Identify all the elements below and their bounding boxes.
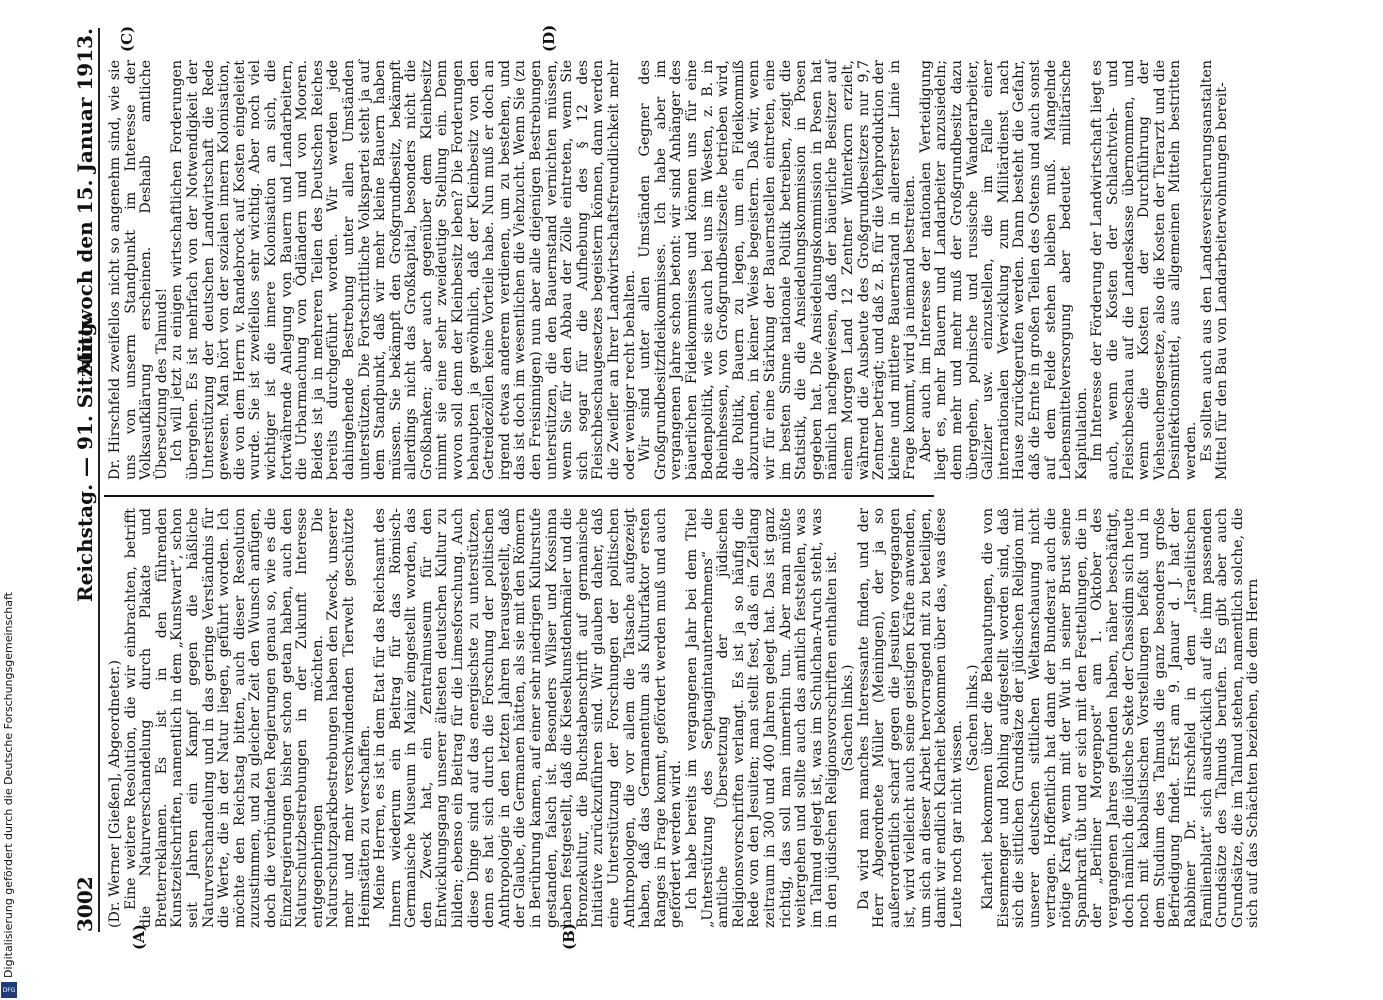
dfg-logo-icon: DFG	[1, 982, 17, 998]
page-header	[72, 28, 100, 932]
margin-marker-c: (C)	[118, 25, 136, 52]
paragraph: Ich habe bereits im vergangenen Jahr bei dem Titel „Unterstützung des Septuagintaunternehmens“ die amtliche Übersetzung der jüdischen Religionsvorschriften verlangt. Es ist ja so häufig die Rede von den Jesuiten; man stellt fest, daß ein Zeitlang zeitraum in 300 und 400 Jahren gelegt hat. Das ist ganz richtig, das soll man immerhin tun. Aber man müßte weitergehen und sollte auch das amtlich feststellen, was im Talmud gelegt ist, was im Schulchan-Aruch steht, was in den jüdischen Religionsvorschriften enthalten ist.	[683, 508, 841, 928]
interjection: (Sachen links.)	[964, 664, 981, 772]
paragraph: Ich will jetzt zu einigen wirtschaftlichen Forderungen übergehen. Es ist mehrfach von der Notwendigkeit der Unterstützung der deutschen Landwirtschaft die Rede gewesen. Man hört von der sozialen innern Kolonisation, die von dem Herrn v. Randebrock auf Kosten eingeleitet wurde. Sie ist zweifellos sehr wichtig. Aber noch viel wichtiger ist die innere Kolonisation an sich, die fortwährende Anlegung von Bauern und Landarbeitern, die Urbarmachung von Ödländern und von Mooren. Beides ist ja in mehreren Teilen des Deutschen Reiches bereits durchgeführt worden. Wir werden jede dahingehende Bestrebung unter allen Umständen unterstützen. Die Fortschrittliche Volkspartei steht ja auf dem Standpunkt, daß wir mehr kleine Bauern haben müssen. Sie bekämpft den Großgrundbesitz, bekämpft allerdings nicht das Großkapital, besonders nicht die Großbanken; aber auch gegenüber dem Kleinbesitz nimmt sie eine sehr zweideutige Stellung ein. Denn wovon soll denn der Kleinbesitz leben? Die Forderungen behaupten ja gewöhnlich, daß der Kleinbesitz von den Getreidezöllen keine Vorteile habe. Nun muß er doch an irgend etwas anderem verdienen, um zu bestehen, und das ist doch im wesentlichen die Viehzucht. Wenn Sie (zu den Freisinnigen) nun aber alle diejenigen Bestrebungen unterstützen, die den Bauernstand vernichten müssen, wenn Sie für den Abbau der Zölle eintreten, wenn Sie sich sogar für die Aufhebung des § 12 des Fleischbeschaugesetzes begeistern können, dann werden die Zweifler an Ihrer Landwirtschaftsfreundlichkeit mehr oder weniger recht behalten.	[169, 60, 638, 480]
page-number: 3002	[73, 876, 97, 932]
margin-marker-a: (A)	[130, 924, 148, 950]
paragraph: Aber auch im Interesse der nationalen Verteidigung liegt es, mehr Bauern und Landarbeiter anzusiedeln; denn mehr und mehr muß der Großgrundbesitz dazu übergehen, polnische und russische Wanderarbeiter, Galizier usw. einzustellen, die im Falle einer internationalen Verwicklung zum Militärdienst nach Hause zurückgerufen werden. Dann besteht die Gefahr, daß die Ernte in großen Teilen des Ostens und auch sonst auf dem Felde stehen bleiben muß. Mangelnde Lebensmittelversorgung aber bedeutet militärische Kapitulation.	[917, 60, 1090, 480]
paragraph: Klarheit bekommen über die Behauptungen, die von Eisenmenger und Rohling aufgestellt worden sind, daß sich die sittlichen Grundsätze der jüdischen Religion mit unserer deutschen sittlichen Weltanschauung nicht vertragen. Hoffentlich hat dann der Bundesrat auch die nötige Kraft, wenn mit der Wut in seiner Brust seine Spannkraft übt und er sich mit den Festtellungen, die in der „Berliner Morgenpost“ am 1. Oktober des vergangenen Jahres gefunden haben, näher beschäftigt, doch nämlich die jüdische Sekte der Chassidim sich heute noch mit kabbalistischen Vorstellungen befaßt und in dem Studium des Talmuds die ganz besonders große Befriedigung findet. Erst am 9. Januar d. J. hat der Rabbiner Dr. Hirschfeld in dem „Israelitischen Familienblatt“ sich ausdrücklich auf die ihm passenden Grundsätze des Talmuds berufen. Es gibt aber auch Grundsätze, die im Talmud stehen, namentlich solche, die sich auf das Schächten beziehen, die dem Herrn	[980, 508, 1262, 928]
interjection: (Sachen links.)	[839, 664, 856, 772]
paragraph: Im Interesse der Förderung der Landwirtschaft liegt es auch, wenn die Kosten der Schlachtvieh- und Fleischbeschau auf die Landeskasse übernommen, und wenn die Kosten der Durchführung der Viehseuchengesetze, also die Kosten der Tierarzt und die Desinfektionsmittel, aus allgemeinen Mitteln bestritten werden.	[1089, 60, 1199, 480]
column-divider	[104, 495, 934, 497]
session-date: Mittwoch den 15. Januar 1913.	[73, 28, 97, 376]
paragraph: Es sollten auch aus den Landesversicherungsanstalten Mittel für den Bau von Landarbeiterwohnungen bereit-	[1198, 60, 1231, 480]
paragraph: Wir sind unter allen Umständen Gegner des Großgrundbesitzfideikommisses. Ich habe aber im vergangenen Jahre schon betont: wir sind Anhänger des bäuerlichen Fideikommisses und können uns für eine Bodenpolitik, wie sie auch bei uns im Westen, z. B. in Rheinhessen, von Großgrundbesitzseite betrieben wird, die Politik, Bauern zu legen, um ein Fideikommiß abzurunden, in keiner Weise begeistern. Daß wir, wenn wir für eine Stärkung der Bauernstellen eintreten, eine im besten Sinne nationale Politik betreiben, zeigt die Statistik, die die Ansiedelungskommission in Posen gegeben hat. Die Ansiedelungskommission in Posen hat nämlich nachgewiesen, daß der bäuerliche Besitzer auf einem Morgen Land 12 Zentner Winterkorn erzielt, während die Ausbeute des Großgrundbesitzers nur 9,7 Zentner beträgt; und daß z. B. für die Viehproduktion der kleine und mittlere Bauernstand in allererster Linie in Frage kommt, wird ja niemand bestreiten.	[637, 60, 919, 480]
right-column	[108, 60, 1231, 480]
margin-marker-d: (D)	[540, 24, 558, 52]
margin-marker-b: (B)	[560, 923, 578, 950]
funding-credit: Digitalisierung gefördert durch die Deutsche Forschungsgemeinschaft	[2, 592, 15, 978]
digitization-sidebar	[0, 0, 20, 1000]
session-title: Reichstag. — 91. Sitzung.	[73, 315, 97, 602]
left-column	[108, 508, 1262, 928]
speaker-line: (Dr. Werner [Gießen], Abgeordneter.)	[107, 659, 123, 928]
paragraph: Meine Herren, es ist in dem Etat für das Reichsamt des Innern wiederum ein Beitrag für das Römisch-Germanische Museum in Mainz eingestellt worden, das den Zweck hat, ein Zentralmuseum für den Entwicklungsgang unserer ältesten deutschen Kultur zu bilden; ebenso ein Beitrag für die Limesforschung. Auch diese Dinge sind auf das energischste zu unterstützen, denn es hat sich durch die Forschung der politischen Anthropologie in den letzten Jahren herausgestellt, daß der Glaube, die Germanen hätten, als sie mit den Römern in Berührung kamen, auf einer sehr niedrigen Kulturstufe gestanden, falsch ist. Besonders Wilser und Kossinna haben festgestellt, daß die Kieselkunstdenkmäler und die Bronzekultur, die Buchstabenschrift auf germanische Initiative zurückzuführen sind. Wir glauben daher, daß eine Unterstützung der Forschungen der politischen Anthropologen, die vor allem die Tatsache aufgezeigt haben, daß das Germanentum als Kulturfaktor ersten Ranges in Frage kommt, gefördert werden muß und auch gefördert werden wird.	[372, 508, 685, 928]
paragraph: Eine weitere Resolution, die wir einbrachten, betrifft die Naturverschandelung durch Plakate und Bretterreklamen. Es ist in den führenden Kunstzeitschriften, namentlich in dem „Kunstwart“, schon seit Jahren ein Kampf gegen die häßliche Naturverschandelung und in das geringe Verständnis für die Werte, die in der Natur liegen, geführt worden. Ich möchte den Reichstag bitten, auch dieser Resolution zuzustimmen, und zu gleicher Zeit den Wunsch anfügen, doch die verbündeten Regierungen genau so, wie es die Einzelregierungen bisher schon getan haben, auch den Naturschutzbestrebungen in der Zukunft Interesse entgegenbringen möchten. Die Naturschutzparkbestrebungen haben den Zweck, unserer mehr und mehr verschwindenden Tierwelt geschützte Heimstätten zu verschaffen.	[122, 508, 373, 928]
paragraph: Da wird man manches Interessante finden, und der Herr Abgeordnete Müller (Meiningen), der ja so außerordentlich scharf gegen die Jesuiten vorgegangen ist, wird vielleicht auch seine geistigen Kräfte anwenden, um sich an dieser Arbeit hervorragend mit zu beteiligen, damit wir endlich Klarheit bekommen über das, was diese Leute noch gar nicht wissen.	[855, 508, 966, 928]
paragraph: Dr. Hirschfeld zweifellos nicht so angenehm sind, wie sie uns von unserm Standpunkt im Interesse der Volksaufklärung erscheinen. Deshalb amtliche Übersetzung des Talmuds!	[107, 60, 170, 480]
